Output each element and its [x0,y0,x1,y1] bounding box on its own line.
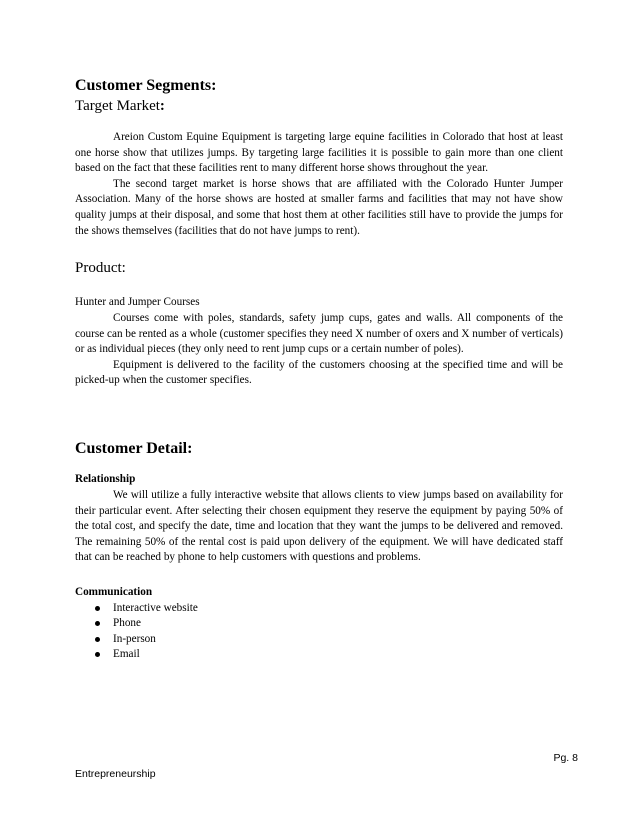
footer-course-name: Entrepreneurship [75,768,156,780]
list-item-text: Interactive website [113,602,198,614]
product-body [75,311,563,389]
customer-detail-heading: Customer Detail: [75,440,193,457]
target-market-paragraph-1: Areion Custom Equine Equipment is targeting large equine facilities in Colorado that host at least one horse show that utilizes jumps. By targeting large facilities it is possible to gain more than one client based on the fact that these facilities rent to many different horse shows throughout the year. [75,131,563,175]
list-item-text: In-person [113,632,156,645]
list-item [75,632,198,647]
list-item [75,647,198,662]
relationship-label: Relationship [75,473,136,485]
list-item-text: Phone [113,617,141,630]
relationship-paragraph: We will utilize a fully interactive website that allows clients to view jumps based on availability for their particular event. After selecting their chosen equipment they reserve the equipment by paying 50% of the total cost, and specify the date, time and location that they want the jumps to be delivered and removed. The remaining 50% of the rental cost is paid upon delivery of the equipment. We will have dedicated staff that can be reached by phone to help customers with questions and problems. [75,489,563,564]
list-item [75,616,198,631]
bullet-icon [95,621,100,626]
relationship-body [75,488,563,566]
bullet-icon [95,652,100,657]
target-market-colon: : [159,98,165,114]
customer-segments-heading: Customer Segments: [75,77,217,94]
target-market-paragraph-2: The second target market is horse shows that are affiliated with the Colorado Hunter Jumper Association. Many of the horse shows are hosted at smaller farms and facilities that may not have show quality jumps at their disposal, and some that host them at other facilities still have to provide the jumps for the shows themselves (facilities that do not have jumps to rent). [75,177,563,237]
product-subheading: Hunter and Jumper Courses [75,296,200,308]
product-paragraph-2: Equipment is delivered to the facility of the customers choosing at the specified time and will be picked-up when the customer specifies. [75,358,563,387]
product-paragraph-1: Courses come with poles, standards, safety jump cups, gates and walls. All components of the course can be rented as a whole (customer specifies they need X number of oxers and X number of verticals) or as individual pieces (they only need to rent jump cups or a certain number of poles). [75,312,563,356]
list-item-text: Email [113,648,140,661]
page-number: Pg. 8 [553,752,578,764]
communication-list [75,601,198,663]
target-market-label: Target Market [75,98,160,114]
target-market-subheading [75,98,165,115]
product-heading: Product: [75,260,126,276]
bullet-icon [95,606,100,611]
bullet-icon [95,637,100,642]
communication-label: Communication [75,586,153,598]
list-item [75,601,198,616]
target-market-body [75,130,563,239]
